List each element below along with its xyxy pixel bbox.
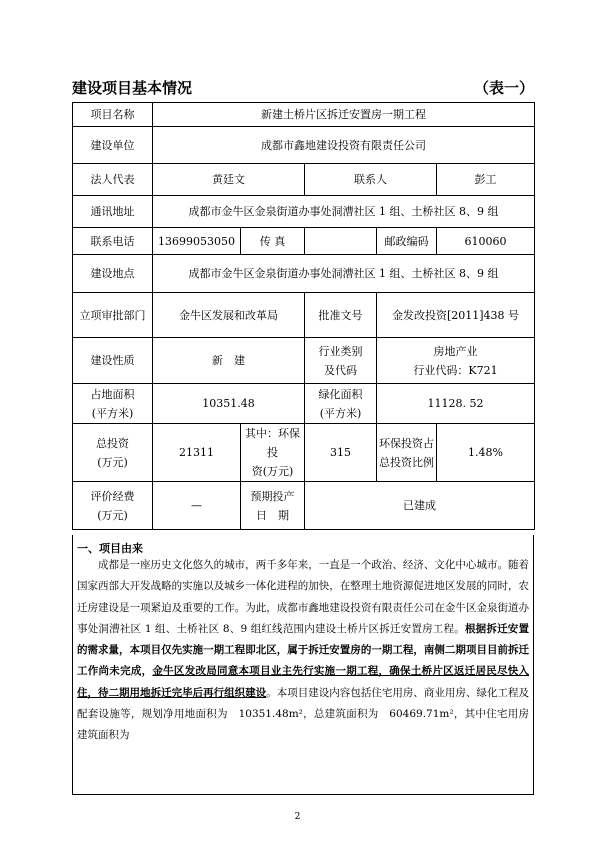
label-total-invest-line1: 总投资 (96, 436, 129, 450)
label-nature: 建设性质 (73, 338, 153, 384)
value-contact: 彭工 (437, 164, 535, 196)
label-project-name: 项目名称 (73, 103, 153, 127)
label-env-invest (241, 424, 305, 482)
table-row (73, 196, 535, 228)
project-info-table (72, 102, 535, 530)
value-green-area: 11128. 52 (377, 384, 535, 424)
label-phone: 联系电话 (73, 228, 153, 255)
table-row (73, 255, 535, 293)
value-eval-fee: — (153, 482, 241, 530)
label-env-invest-line2: 资(万元) (251, 465, 294, 478)
table-row (73, 338, 535, 384)
value-address: 成都市金牛区金泉街道办事处洞漕社区 1 组、土桥社区 8、9 组 (153, 196, 535, 228)
value-site: 成都市金牛区金泉街道办事处洞漕社区 1 组、土桥社区 8、9 组 (153, 255, 535, 293)
label-total-invest (73, 424, 153, 482)
label-legal-rep: 法人代表 (73, 164, 153, 196)
project-origin-section (72, 535, 534, 795)
table-row (73, 293, 535, 338)
table-row (73, 127, 535, 164)
label-address: 通讯地址 (73, 196, 153, 228)
value-production-date: 已建成 (305, 482, 535, 530)
label-industry-line2: 及代码 (324, 363, 357, 377)
section-paragraph (77, 555, 529, 747)
table-row (73, 228, 535, 255)
value-industry-line1: 房地产业 (433, 344, 478, 358)
paragraph-underlined-text: 金牛区发改局同意本项目业主先行实施一期工程，确保土桥片区返迁居民尽快入住，待二期用地拆迁完毕后再行组织建设 (77, 665, 530, 699)
label-land-area-line2: (平方米) (91, 406, 134, 420)
label-eval-fee (73, 482, 153, 530)
label-env-ratio-line2: 总投资比例 (379, 455, 434, 469)
paragraph-text: 成都是一座历史文化悠久的城市，两千多年来，一直是一个政治、经济、文化中心城市。随着国家西部大开发战略的实施以及城乡一体化进程的加快，在整理土地资源促进地区发展的同时，农迁房建设是一项紧迫及重要的工作。为此，成都市鑫地建设投资有限责任公司在金牛区金泉街道办事处洞漕社区 1 组、土桥社区 8、9 组红线范围内建设土桥片区拆迁安置房工程。 (77, 559, 529, 635)
label-production-date-line1: 预期投产 (250, 489, 295, 503)
label-env-invest-line1: 其中：环保投 (245, 427, 300, 459)
value-approval-no: 金发改投资[2011]438 号 (377, 293, 535, 338)
label-industry-line1: 行业类别 (318, 344, 363, 358)
paragraph-bold-text: 根据拆迁安置的需求量，本项目仅先实施一期工程即北区，属于拆迁安置房的一期工程，南侧二期项目目前拆迁工作尚未完成， (77, 622, 530, 678)
section-heading: 一、项目由来 (77, 542, 143, 555)
value-builder: 成都市鑫地建设投资有限责任公司 (153, 127, 535, 164)
value-nature: 新 建 (153, 338, 305, 384)
value-total-invest: 21311 (153, 424, 241, 482)
table-row (73, 384, 535, 424)
label-builder: 建设单位 (73, 127, 153, 164)
label-green-area (305, 384, 377, 424)
table-row (73, 164, 535, 196)
table-row (73, 424, 535, 482)
value-project-name: 新建土桥片区拆迁安置房一期工程 (153, 103, 535, 127)
table-tag: （表一） (474, 79, 535, 97)
value-phone: 13699053050 (153, 228, 241, 255)
label-postcode: 邮政编码 (377, 228, 437, 255)
value-legal-rep: 黄廷文 (153, 164, 305, 196)
label-eval-fee-line2: (万元) (97, 508, 128, 522)
page-title: 建设项目基本情况 (72, 79, 193, 97)
label-green-area-line2: (平方米) (319, 406, 362, 420)
label-env-ratio (377, 424, 437, 482)
label-approval-dept: 立项审批部门 (73, 293, 153, 338)
label-green-area-line1: 绿化面积 (318, 387, 363, 401)
label-approval-no: 批准文号 (305, 293, 377, 338)
label-contact: 联系人 (305, 164, 437, 196)
value-industry (377, 338, 535, 384)
value-env-invest: 315 (305, 424, 377, 482)
value-fax (305, 228, 377, 255)
label-eval-fee-line1: 评价经费 (90, 489, 135, 503)
label-production-date (241, 482, 305, 530)
label-land-area-line1: 占地面积 (90, 387, 135, 401)
label-land-area (73, 384, 153, 424)
value-land-area: 10351.48 (153, 384, 305, 424)
value-approval-dept: 金牛区发展和改革局 (153, 293, 305, 338)
label-env-ratio-line1: 环保投资占 (379, 436, 434, 450)
value-env-ratio: 1.48% (437, 424, 535, 482)
label-industry (305, 338, 377, 384)
label-production-date-line2: 日 期 (256, 508, 289, 522)
label-fax: 传 真 (241, 228, 305, 255)
label-total-invest-line2: (万元) (97, 455, 128, 469)
table-row (73, 482, 535, 530)
value-postcode: 610060 (437, 228, 535, 255)
paragraph-text-end: 。本项目建设内容包括住宅用房、商业用房、绿化工程及配套设施等，规划净用地面积为 10351.48m²，总建筑面积为 60469.71m²，其中住宅用房建筑面积为 (77, 686, 530, 742)
page-number: 2 (294, 812, 301, 822)
value-industry-line2: 行业代码：K721 (413, 363, 498, 377)
table-row (73, 103, 535, 127)
label-site: 建设地点 (73, 255, 153, 293)
